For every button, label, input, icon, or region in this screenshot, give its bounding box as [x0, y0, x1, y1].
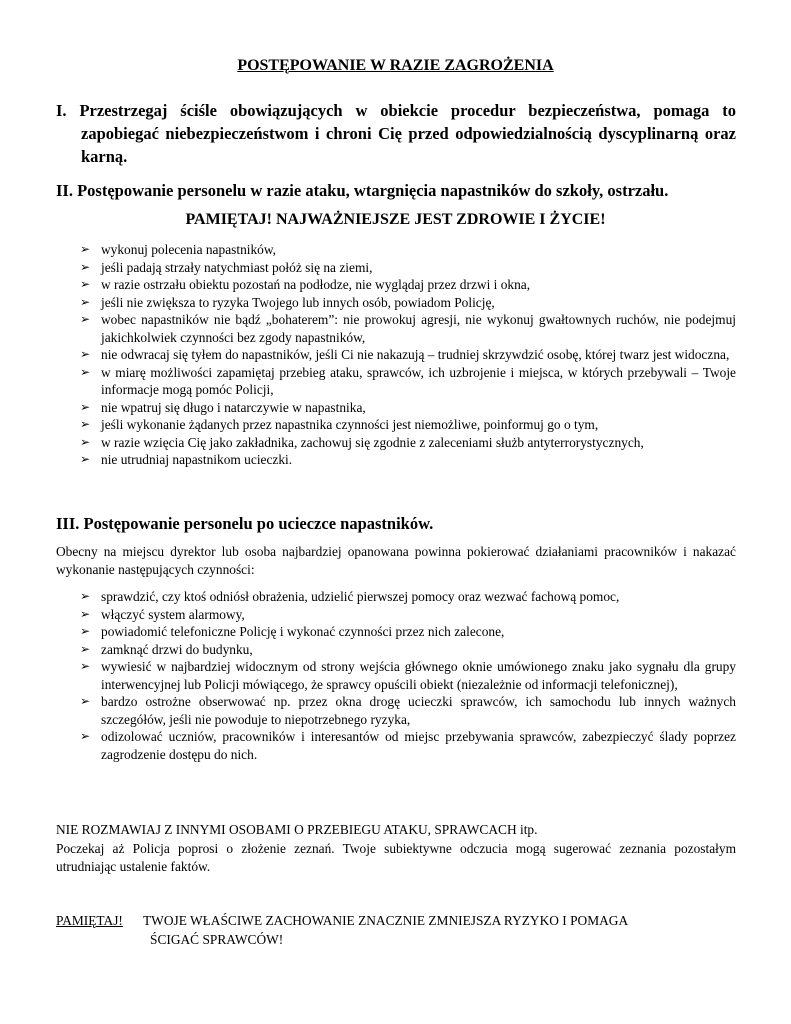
- section-2-list: [80, 241, 736, 469]
- list-item: [80, 311, 736, 346]
- arrow-bullet-icon: ➢: [80, 242, 91, 256]
- list-item-text: sprawdzić, czy ktoś odniósł obrażenia, udzielić pierwszej pomocy oraz wezwać fachową pomoc,: [101, 589, 620, 604]
- list-item-text: wykonuj polecenia napastników,: [101, 242, 277, 257]
- list-item: [80, 451, 736, 469]
- arrow-bullet-icon: ➢: [80, 347, 91, 361]
- section-3-intro: Obecny na miejscu dyrektor lub osoba najbardziej opanowana powinna pokierować działaniami pracowników i nakazać wykonanie następujących czynności:: [56, 544, 736, 577]
- list-item: [80, 728, 736, 763]
- list-item: [80, 259, 736, 277]
- section-1: [56, 99, 736, 168]
- list-item: [80, 294, 736, 312]
- section-2-heading: II. Postępowanie personelu w razie ataku, wtargnięcia napastników do szkoły, ostrzału.: [56, 181, 669, 200]
- arrow-bullet-icon: ➢: [80, 399, 91, 414]
- section-1-number: I.: [56, 101, 67, 120]
- arrow-bullet-icon: ➢: [80, 659, 91, 673]
- list-item-text: zamknąć drzwi do budynku,: [101, 641, 253, 657]
- list-item: [80, 641, 736, 659]
- section-3-list: [80, 588, 736, 763]
- list-item-text: w razie wzięcia Cię jako zakładnika, zachowuj się zgodnie z zaleceniami służb antyterrorystycznych,: [101, 434, 644, 450]
- section-1-body: Przestrzegaj ściśle obowiązujących w obiekcie procedur bezpieczeństwa, pomaga to zapobiegać niebezpieczeństwom i chroni Cię przed odpowiedzialnością dyscyplinarną oraz karną.: [79, 101, 737, 166]
- list-item-text: nie utrudniaj napastnikom ucieczki.: [101, 452, 293, 467]
- list-item-text: w miarę możliwości zapamiętaj przebieg ataku, sprawców, ich uzbrojenie i miejsca, w których przebywali – Twoje informacje mogą pomóc Policji,: [101, 364, 736, 397]
- arrow-bullet-icon: ➢: [80, 434, 91, 449]
- list-item-text: powiadomić telefoniczne Policję i wykonać czynności przez nich zalecone,: [101, 624, 505, 639]
- list-item: [80, 434, 736, 452]
- arrow-bullet-icon: ➢: [80, 277, 91, 291]
- arrow-bullet-icon: ➢: [80, 589, 91, 603]
- footer-remember-line2: ŚCIGAĆ SPRAWCÓW!: [150, 932, 284, 947]
- list-item-text: wywiesić w najbardziej widocznym od strony wejścia głównego oknie umówionego znaku jako sygnału dla grupy interwencyjnej lub Policji mówiącego, że sprawcy opuścili obiekt (niezależnie od informacji telefonicznej),: [101, 659, 736, 692]
- list-item-text: nie wpatruj się długo i natarczywie w napastnika,: [101, 399, 366, 415]
- arrow-bullet-icon: ➢: [80, 729, 91, 743]
- arrow-bullet-icon: ➢: [80, 641, 91, 656]
- arrow-bullet-icon: ➢: [80, 694, 91, 708]
- list-item-text: w razie ostrzału obiektu pozostań na podłodze, nie wyglądaj przez drzwi i okna,: [101, 277, 531, 292]
- list-item-text: jeśli wykonanie żądanych przez napastnika czynności jest niemożliwe, poinformuj go o tym,: [101, 417, 599, 432]
- arrow-bullet-icon: ➢: [80, 259, 91, 274]
- list-item-text: odizolować uczniów, pracowników i interesantów od miejsc przebywania sprawców, zabezpieczyć ślady poprzez zagrodzenie dostępu do nich.: [101, 729, 736, 762]
- page-title: POSTĘPOWANIE W RAZIE ZAGROŻENIA: [237, 57, 554, 74]
- arrow-bullet-icon: ➢: [80, 624, 91, 638]
- section-1-text: [56, 99, 736, 168]
- arrow-bullet-icon: ➢: [80, 606, 91, 621]
- list-item-text: bardzo ostrożne obserwować np. przez okna drogę ucieczki sprawców, ich samochodu lub innych ważnych szczegółów, jeśli nie powoduje to niepotrzebnego ryzyka,: [101, 694, 736, 727]
- section-3-heading: III. Postępowanie personelu po ucieczce napastników.: [56, 514, 434, 533]
- section-2-remember: PAMIĘTAJ! NAJWAŻNIEJSZE JEST ZDROWIE I ŻYCIE!: [185, 211, 606, 228]
- list-item: [80, 241, 736, 259]
- list-item-text: nie odwracaj się tyłem do napastników, jeśli Ci nie nakazują – trudniej skrzywdzić osobę, której twarz jest widoczna,: [101, 347, 730, 362]
- footer-remember-line1: TWOJE WŁAŚCIWE ZACHOWANIE ZNACZNIE ZMNIEJSZA RYZYKO I POMAGA: [143, 913, 629, 928]
- arrow-bullet-icon: ➢: [80, 294, 91, 309]
- list-item: [80, 588, 736, 606]
- list-item: [80, 416, 736, 434]
- list-item: [80, 346, 736, 364]
- list-item: [80, 364, 736, 399]
- list-item: [80, 606, 736, 624]
- list-item: [80, 623, 736, 641]
- list-item-text: włączyć system alarmowy,: [101, 606, 245, 622]
- arrow-bullet-icon: ➢: [80, 417, 91, 431]
- list-item-text: jeśli nie zwiększa to ryzyka Twojego lub innych osób, powiadom Policję,: [101, 294, 495, 310]
- list-item: [80, 399, 736, 417]
- list-item: [80, 276, 736, 294]
- list-item: [80, 693, 736, 728]
- footer-remember-label: PAMIĘTAJ!: [56, 913, 123, 928]
- arrow-bullet-icon: ➢: [80, 312, 91, 326]
- list-item-text: wobec napastników nie bądź „bohaterem”: nie prowokuj agresji, nie wykonuj gwałtownych ruchów, nie podejmuj jakichkolwiek czynności bez zgody napastników,: [101, 312, 736, 345]
- footer-warning: NIE ROZMAWIAJ Z INNYMI OSOBAMI O PRZEBIEGU ATAKU, SPRAWCACH itp.: [56, 822, 538, 837]
- list-item-text: jeśli padają strzały natychmiast połóż się na ziemi,: [101, 259, 373, 275]
- arrow-bullet-icon: ➢: [80, 452, 91, 466]
- footer-wait: Poczekaj aż Policja poprosi o złożenie zeznań. Twoje subiektywne odczucia mogą sugerować zeznania pozostałym utrudniając ustalenie faktów.: [56, 841, 736, 874]
- list-item: [80, 658, 736, 693]
- arrow-bullet-icon: ➢: [80, 364, 91, 379]
